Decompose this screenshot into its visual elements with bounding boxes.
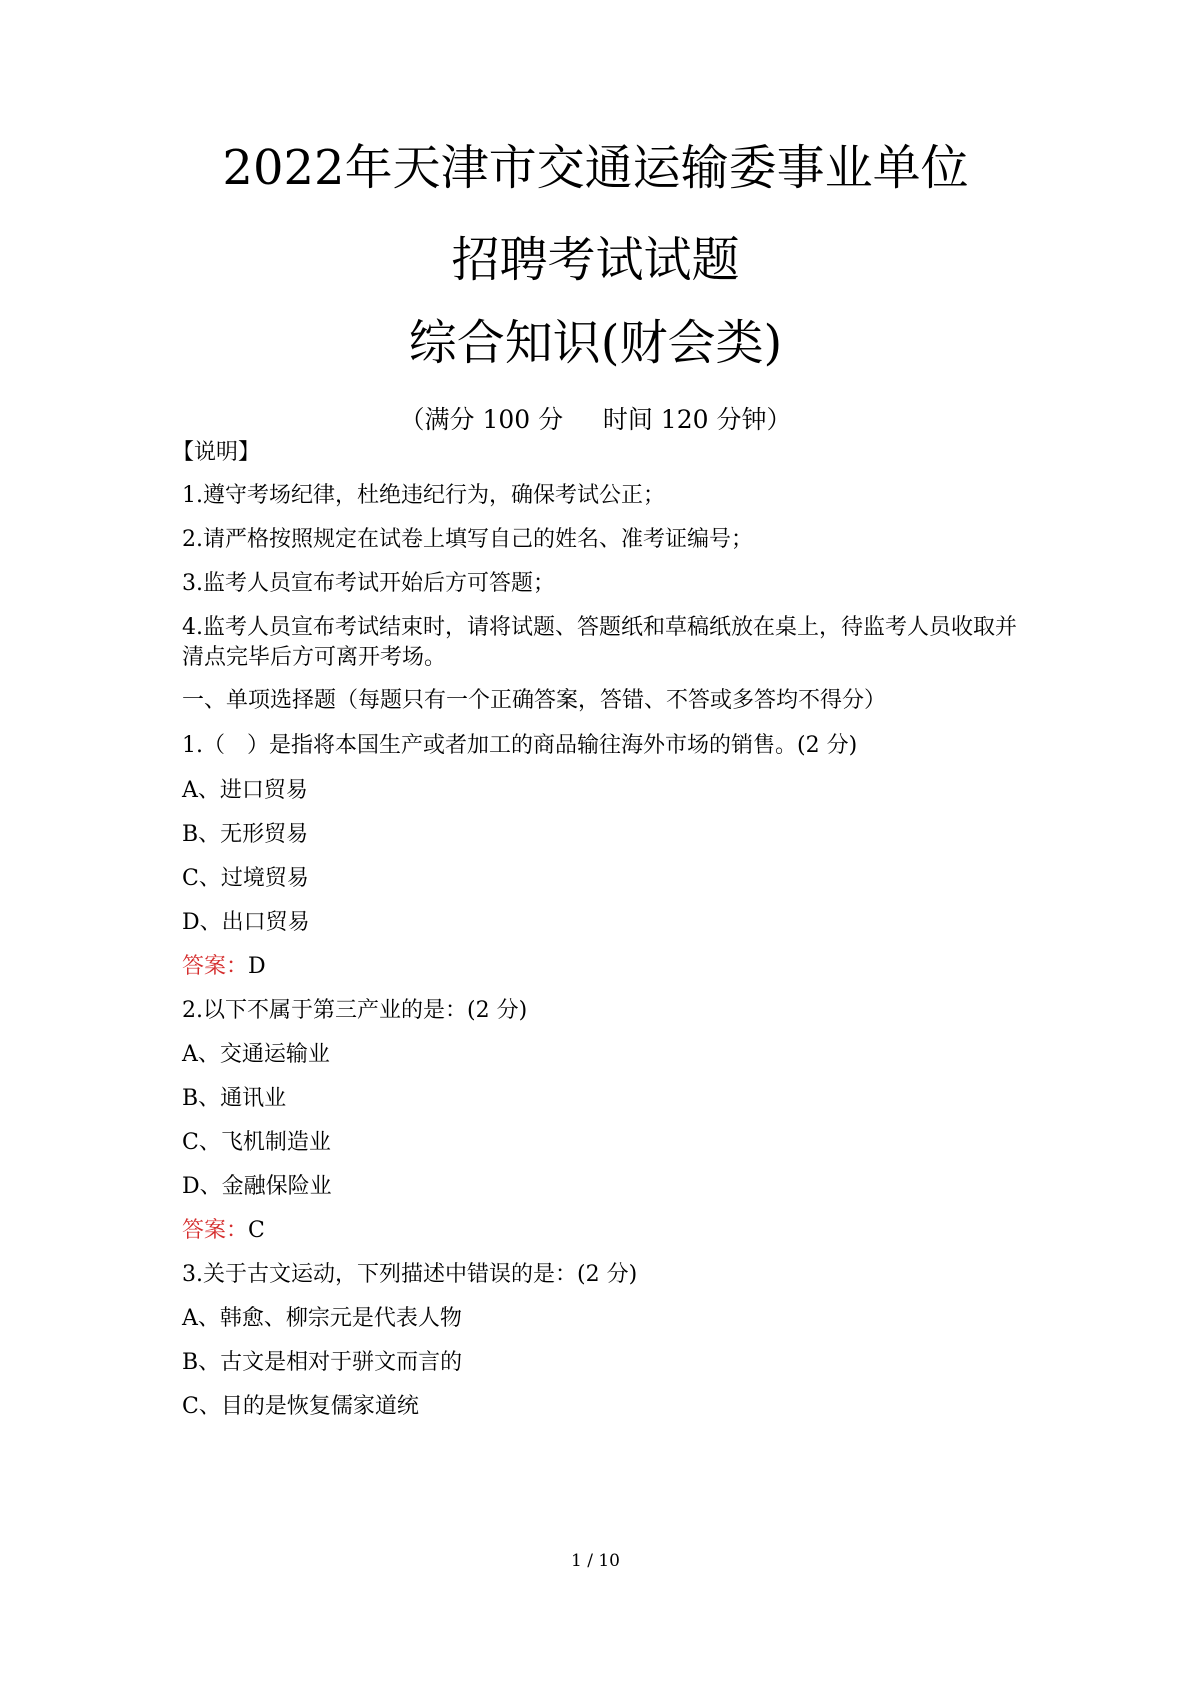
score-info: （满分 100 分 时间 120 分钟） [399,405,792,434]
question-option: B、通讯业 [182,1086,287,1111]
answer-label: 答案： [182,954,249,979]
question-option: B、无形贸易 [182,822,309,847]
question-stem: 3.关于古文运动，下列描述中错误的是：(2 分) [182,1262,638,1287]
question-option: C、飞机制造业 [182,1130,331,1155]
question-stem: 1.（ ）是指将本国生产或者加工的商品输往海外市场的销售。(2 分) [182,733,858,758]
answer-label: 答案： [182,1218,249,1243]
answer-value: C [248,1218,265,1243]
question-option: B、古文是相对于骈文而言的 [182,1350,463,1375]
page-number: 1 / 10 [571,1551,620,1571]
question-option: A、交通运输业 [182,1042,330,1067]
answer-line [182,952,266,982]
question-option: A、进口贸易 [182,778,308,803]
subtitle: 综合知识(财会类) [408,315,783,371]
instruction-item: 3.监考人员宣布考试开始后方可答题； [182,571,555,596]
question-option: D、金融保险业 [182,1174,332,1199]
question-stem: 2.以下不属于第三产业的是：(2 分) [182,998,528,1023]
question-option: C、过境贸易 [182,866,309,891]
title-line-1: 2022年天津市交通运输委事业单位 [222,140,969,196]
title-line-2: 招聘考试试题 [451,232,740,288]
answer-value: D [248,954,266,979]
answer-line [182,1216,265,1246]
question-option: D、出口贸易 [182,910,310,935]
instruction-item: 1.遵守考场纪律，杜绝违纪行为，确保考试公正； [182,483,665,508]
section-title: 一、单项选择题（每题只有一个正确答案，答错、不答或多答均不得分） [182,688,887,713]
question-option: C、目的是恢复儒家道统 [182,1394,419,1419]
question-option: A、韩愈、柳宗元是代表人物 [182,1306,462,1331]
instruction-item: 2.请严格按照规定在试卷上填写自己的姓名、准考证编号； [182,527,753,552]
instructions-header: 【说明】 [172,440,261,465]
instruction-item: 4.监考人员宣布考试结束时，请将试题、答题纸和草稿纸放在桌上，待监考人员收取并清点完毕后方可离开考场。 [182,615,1017,670]
